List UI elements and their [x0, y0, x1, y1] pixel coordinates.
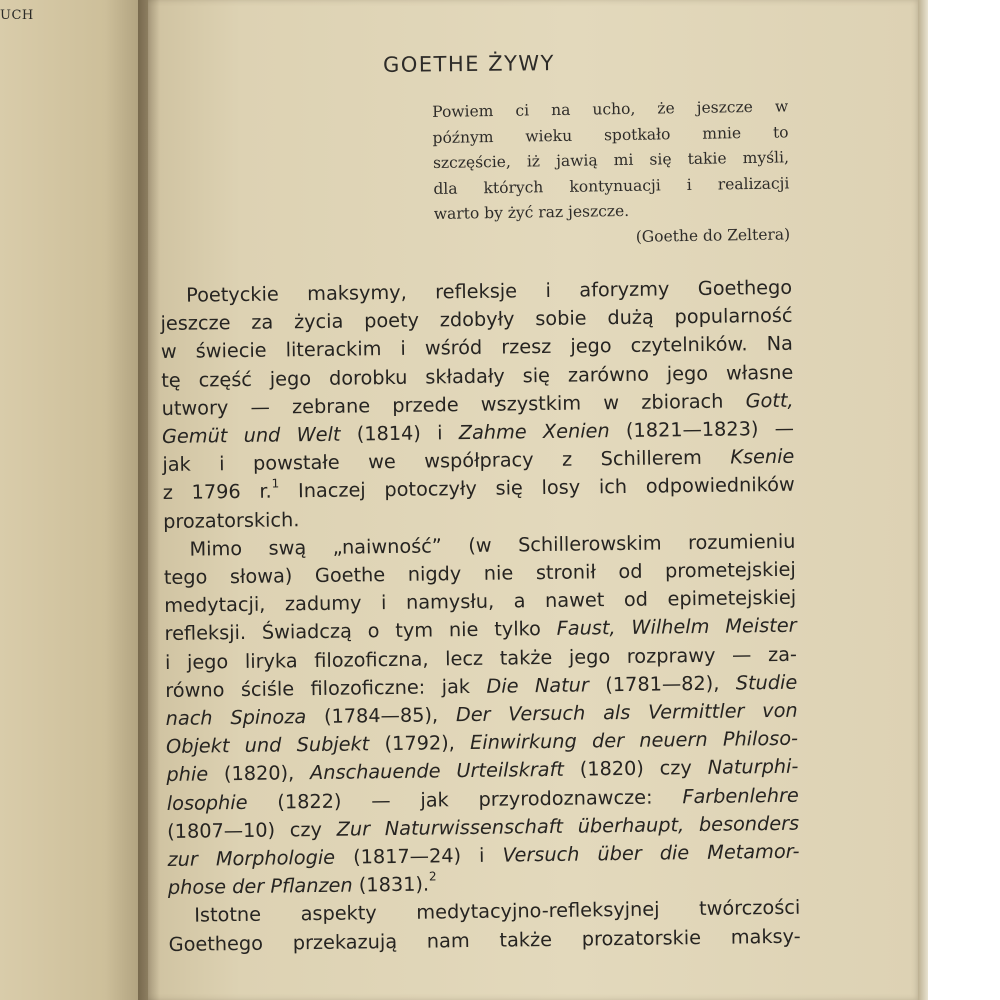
- text-segment: jak i powstałe we współpracy z Schillerem: [162, 445, 731, 477]
- book-spine-shadow: [138, 0, 160, 1000]
- page-edge: [918, 0, 928, 1000]
- epigraph-attribution: (Goethe do Zeltera): [635, 224, 791, 246]
- book-title: losophie: [166, 790, 248, 815]
- text-segment: (1821—1823) —: [609, 416, 795, 443]
- book-title: phie: [166, 762, 209, 787]
- text-segment: utwory — zebrane przede wszystkim w zbiorach: [161, 389, 746, 420]
- text-segment: medytacji, zadumy i namysłu, a nawet od epimetejskiej: [164, 585, 797, 618]
- text-segment: równo ściśle filozoficzne: jak: [165, 674, 487, 702]
- book-title: Naturphi-: [707, 755, 799, 780]
- book-title: Einwirkung der neuern Philoso-: [469, 726, 799, 755]
- text-segment: (1817—24) i: [334, 843, 503, 869]
- text-segment: Istotne aspekty medytacyjno-refleksyjnej twórczości: [194, 896, 801, 928]
- left-page: [0, 0, 150, 1000]
- book-title: Die Natur: [486, 673, 590, 698]
- text-segment: (1784—85),: [306, 703, 457, 729]
- text-segment: (1822) — jak przyrodoznawcze:: [247, 784, 683, 814]
- footnote-marker: 2: [428, 869, 437, 884]
- text-segment: i jego liryka filozoficzna, lecz także jego rozprawy — za-: [164, 642, 798, 674]
- epigraph-line: dla których kontynuacji i realizacji: [433, 173, 790, 198]
- book-title: Zahme Xenien: [458, 419, 610, 445]
- text-segment: Goethego przekazują nam także prozatorskie maksy-: [168, 924, 801, 956]
- book-title: zur Morphologie: [167, 845, 336, 872]
- text-segment: (1792),: [369, 731, 471, 756]
- text-segment: Mimo swą „naiwność” (w Schillerowskim rozumieniu: [189, 529, 796, 561]
- book-title: Ksenie: [730, 444, 795, 469]
- text-segment: tę część jego dorobku składały się zarówno jego własne: [161, 360, 794, 392]
- text-segment: (1831).: [352, 872, 430, 897]
- body-text: [160, 274, 801, 959]
- text-segment: (1820),: [207, 761, 311, 786]
- text-segment: prozatorskich.: [162, 507, 300, 533]
- book-title: Zur Naturwissenschaft überhaupt, besonders: [336, 811, 800, 841]
- book-title: Faust, Wilhelm Meister: [556, 614, 797, 641]
- chapter-title: GOETHE ŻYWY: [382, 51, 556, 77]
- text-segment: z 1796 r.: [162, 479, 272, 505]
- epigraph: [432, 94, 790, 253]
- epigraph-line: późnym wieku spotkało mnie to: [432, 122, 789, 147]
- epigraph-line: warto by żyć raz jeszcze.: [433, 201, 630, 223]
- text-segment: jeszcze za życia poety zdobyły sobie dużą popularność: [160, 303, 793, 336]
- book-title: Anschauende Urteilskraft: [309, 758, 565, 785]
- text-segment: (1807—10) czy: [167, 817, 337, 843]
- text-segment: w świecie literackim i wśród rzesz jego czytelników. Na: [160, 332, 794, 364]
- footnote-marker: 1: [271, 476, 280, 491]
- text-segment: refleksji. Świadczą o tym nie tylko: [164, 617, 557, 646]
- text-segment: (1781—82),: [588, 671, 736, 697]
- book-title: Farbenlehre: [682, 783, 799, 808]
- epigraph-line: szczęście, iż jawią mi się takie myśli,: [432, 148, 790, 172]
- book-title: phose der Pflanzen: [167, 873, 353, 900]
- book-title: Gott,: [745, 388, 794, 413]
- book-title: Studie: [735, 670, 798, 695]
- epigraph-line: Powiem ci na ucho, że jeszcze w: [432, 97, 789, 121]
- text-segment: (1820) czy: [563, 756, 708, 782]
- text-segment: tego słowa) Goethe nigdy nie stronił od prometejskiej: [163, 557, 796, 590]
- book-title: Versuch über die Metamor-: [502, 839, 800, 867]
- text-segment: Poetyckie maksymy, refleksje i aforyzmy Goethego: [186, 275, 793, 307]
- book-title: Der Versuch als Vermittler von: [455, 698, 798, 727]
- book-title: Gemüt und Welt: [161, 422, 341, 449]
- book-title: Objekt und Subjekt: [165, 732, 370, 759]
- book-title: nach Spinoza: [165, 705, 307, 731]
- text-segment: (1814) i: [340, 421, 459, 446]
- left-page-text-fragment: UCH: [0, 8, 34, 23]
- text-segment: Inaczej potoczyły się losy ich odpowiedników: [279, 473, 795, 503]
